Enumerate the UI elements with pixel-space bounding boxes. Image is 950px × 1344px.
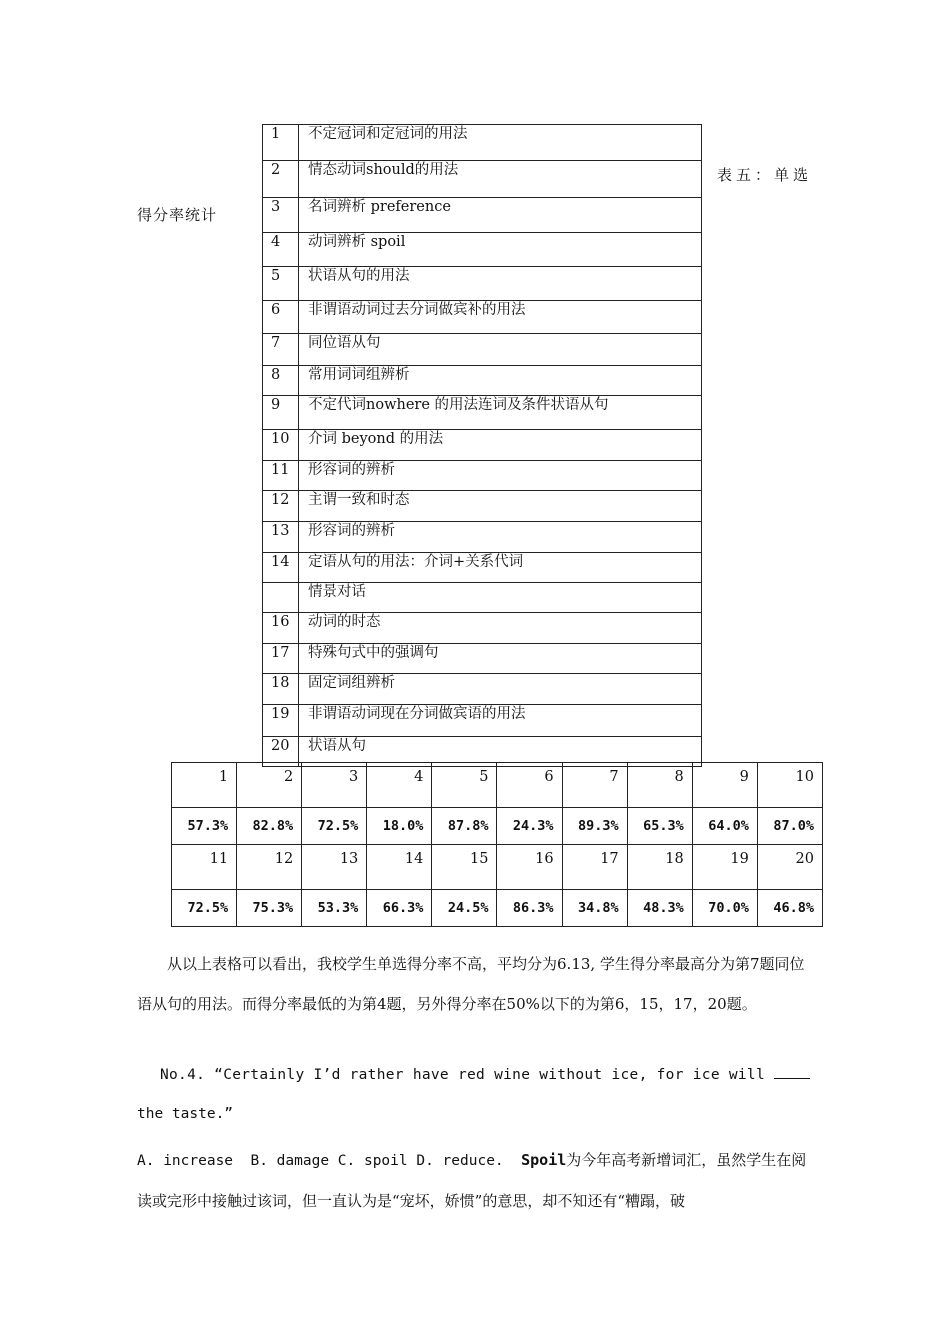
score-percent: 66.3% — [367, 890, 432, 927]
side-label-left: 得分率统计 — [137, 206, 218, 224]
topic-row — [263, 198, 702, 233]
topic-number: 14 — [263, 553, 299, 583]
topic-row — [263, 522, 702, 553]
topic-text: 非谓语动词过去分词做宾补的用法 — [299, 301, 702, 334]
score-number: 11 — [172, 845, 237, 890]
keyword-spoil: Spoil — [521, 1151, 567, 1169]
topic-number: 11 — [263, 461, 299, 491]
options-text: A. increase B. damage C. spoil D. reduce. — [137, 1153, 522, 1169]
topic-text: 非谓语动词现在分词做宾语的用法 — [299, 705, 702, 737]
score-number: 8 — [627, 763, 692, 808]
topic-number: 12 — [263, 491, 299, 522]
score-percent: 87.0% — [757, 808, 822, 845]
topic-text: 形容词的辨析 — [299, 522, 702, 553]
score-percent: 24.3% — [497, 808, 562, 845]
score-number: 6 — [497, 763, 562, 808]
topic-row — [263, 396, 702, 430]
topic-number: 3 — [263, 198, 299, 233]
topics-table — [262, 124, 702, 767]
score-number: 18 — [627, 845, 692, 890]
score-percent: 86.3% — [497, 890, 562, 927]
question-continuation: the taste.” — [137, 1106, 234, 1122]
score-percent: 87.8% — [432, 808, 497, 845]
topic-number: 6 — [263, 301, 299, 334]
topic-number: 8 — [263, 366, 299, 396]
topic-text: 介词 beyond 的用法 — [299, 430, 702, 461]
question-line — [160, 1064, 817, 1083]
topic-text: 定语从句的用法：介词+关系代词 — [299, 553, 702, 583]
score-percent: 53.3% — [302, 890, 367, 927]
topic-number: 17 — [263, 644, 299, 674]
topic-number: 10 — [263, 430, 299, 461]
score-number: 17 — [562, 845, 627, 890]
score-percent-row — [172, 808, 823, 845]
score-percent: 48.3% — [627, 890, 692, 927]
topic-row — [263, 430, 702, 461]
topic-text: 形容词的辨析 — [299, 461, 702, 491]
score-number: 20 — [757, 845, 822, 890]
topic-number — [263, 583, 299, 613]
topic-row — [263, 553, 702, 583]
explanation-paragraph — [137, 1140, 817, 1221]
score-percent: 18.0% — [367, 808, 432, 845]
topic-row — [263, 161, 702, 198]
score-number-row — [172, 845, 823, 890]
score-number: 19 — [692, 845, 757, 890]
topic-text: 情景对话 — [299, 583, 702, 613]
topic-number: 4 — [263, 233, 299, 267]
score-percent: 64.0% — [692, 808, 757, 845]
score-percent: 70.0% — [692, 890, 757, 927]
topic-text: 动词的时态 — [299, 613, 702, 644]
topic-number: 9 — [263, 396, 299, 430]
topic-number: 16 — [263, 613, 299, 644]
topic-text: 情态动词should的用法 — [299, 161, 702, 198]
score-number: 5 — [432, 763, 497, 808]
score-number-row — [172, 763, 823, 808]
score-percent: 75.3% — [237, 890, 302, 927]
topic-number: 2 — [263, 161, 299, 198]
topic-number: 18 — [263, 674, 299, 705]
score-number: 13 — [302, 845, 367, 890]
topic-row — [263, 301, 702, 334]
score-percent: 24.5% — [432, 890, 497, 927]
topic-row — [263, 705, 702, 737]
topic-row — [263, 125, 702, 161]
score-number: 4 — [367, 763, 432, 808]
question-text: No.4. “Certainly I’d rather have red wine without ice, for ice will — [160, 1067, 765, 1083]
topic-row — [263, 491, 702, 522]
score-number: 7 — [562, 763, 627, 808]
topic-text: 状语从句的用法 — [299, 267, 702, 301]
score-percent: 34.8% — [562, 890, 627, 927]
topic-row — [263, 461, 702, 491]
topic-row — [263, 233, 702, 267]
topic-row — [263, 674, 702, 705]
score-number: 12 — [237, 845, 302, 890]
score-percent: 89.3% — [562, 808, 627, 845]
topic-text: 动词辨析 spoil — [299, 233, 702, 267]
score-percent: 65.3% — [627, 808, 692, 845]
answer-blank — [774, 1064, 810, 1079]
topic-text: 状语从句 — [299, 737, 702, 767]
topic-row — [263, 334, 702, 366]
score-number: 1 — [172, 763, 237, 808]
score-number: 10 — [757, 763, 822, 808]
score-percent: 72.5% — [172, 890, 237, 927]
analysis-paragraph: 从以上表格可以看出，我校学生单选得分率不高，平均分为6.13, 学生得分率最高分为第7题同位语从句的用法。而得分率最低的为第4题，另外得分率在50%以下的为第6，15，17，20题。 — [137, 955, 805, 1013]
side-label-right: 表五：单选 — [717, 166, 813, 184]
scores-table — [171, 762, 823, 927]
topic-text: 常用词词组辨析 — [299, 366, 702, 396]
topic-number: 5 — [263, 267, 299, 301]
topic-row — [263, 613, 702, 644]
topic-row — [263, 267, 702, 301]
score-number: 14 — [367, 845, 432, 890]
score-number: 15 — [432, 845, 497, 890]
topic-text: 特殊句式中的强调句 — [299, 644, 702, 674]
score-percent: 72.5% — [302, 808, 367, 845]
topic-text: 同位语从句 — [299, 334, 702, 366]
topic-number: 1 — [263, 125, 299, 161]
score-number: 3 — [302, 763, 367, 808]
explanation-text: 为今年高考新增词汇，虽然学生在阅读或完形中接触过该词，但一直认为是“宠坏，娇惯”的意思，却不知还有“糟蹋，破 — [137, 1151, 807, 1210]
topic-text: 不定代词nowhere 的用法连词及条件状语从句 — [299, 396, 702, 430]
topic-text: 不定冠词和定冠词的用法 — [299, 125, 702, 161]
score-percent: 82.8% — [237, 808, 302, 845]
topic-number: 19 — [263, 705, 299, 737]
topic-row — [263, 366, 702, 396]
topic-text: 主谓一致和时态 — [299, 491, 702, 522]
topic-text: 固定词组辨析 — [299, 674, 702, 705]
topic-number: 20 — [263, 737, 299, 767]
score-number: 9 — [692, 763, 757, 808]
score-number: 16 — [497, 845, 562, 890]
topic-row — [263, 583, 702, 613]
score-percent: 57.3% — [172, 808, 237, 845]
topic-number: 7 — [263, 334, 299, 366]
topic-number: 13 — [263, 522, 299, 553]
score-number: 2 — [237, 763, 302, 808]
score-percent: 46.8% — [757, 890, 822, 927]
score-percent-row — [172, 890, 823, 927]
topic-row — [263, 644, 702, 674]
topic-text: 名词辨析 preference — [299, 198, 702, 233]
